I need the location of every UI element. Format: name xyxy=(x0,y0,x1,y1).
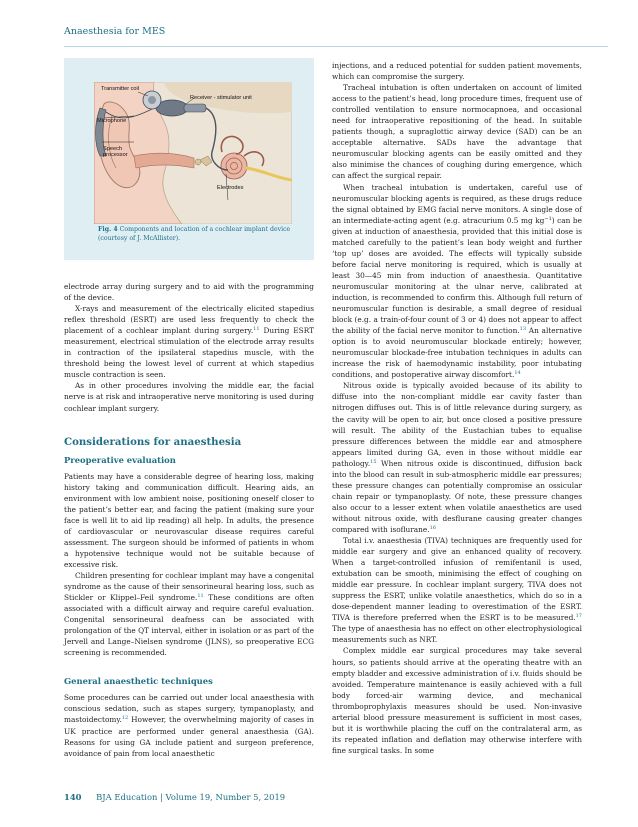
reference-link[interactable]: 15 xyxy=(370,458,377,465)
text-run: ) can be given at induction of anaesthesia, provided that this initial dose is matched carefully to the patient’s lean body weight and further ‘top up’ doses are avoided. The effects will typically subside before facial nerve monitoring is required, which is usually at least 30—45 min from induction of anaesthesia. Quantitative neuromuscular monitoring at the ulnar nerve, calibrated at induction, is recommended to confirm this. Although full return of neuromuscular function is desirable, a small degree of residual block (e.g. a train-of-four count of 3 or 4) does not appear to affect the ability of the facial nerve monitor to function. xyxy=(332,215,582,336)
paragraph: injections, and a reduced potential for sudden patient movements, which can compromise the surgery. xyxy=(332,61,582,82)
label-speech-processor-line1: Speech xyxy=(103,146,122,152)
paragraph: electrode array during surgery and to aid with the programming of the device. xyxy=(64,282,314,303)
subsection-heading: General anaesthetic techniques xyxy=(64,676,213,687)
paragraph: As in other procedures involving the middle ear, the facial nerve is at risk and intraoperative nerve monitoring is used during cochlear implant surgery. xyxy=(64,381,314,413)
unit-superscript: −1 xyxy=(544,215,552,222)
text-run: Total i.v. anaesthesia (TIVA) techniques are frequently used for middle ear surgery and give an enhanced quality of recovery. When a target-controlled infusion of remifentanil is used, extubation can be smooth, minimising the effect of coughing on middle ear pressure. In cochlear implant surgery, TIVA does not suppress the ESRT, unlike volatile anaesthetics, which do so in a dose-dependent manner leading to overestimation of the ESRT. TIVA is therefore preferred when the ESRT is to be measured. xyxy=(332,536,582,623)
text-run: These conditions are often associated with a difficult airway and require careful evaluation. Congenital sensorineural deafness can be associated with prolongation of the QT interval, either in isolation or as part of the Jervell and Lange–Nielsen syndrome (JLNS), so preoperative ECG screening is recommended. xyxy=(64,593,314,658)
label-speech-processor xyxy=(103,146,128,159)
reference-link[interactable]: 16 xyxy=(429,524,436,531)
label-transmitter-coil: Transmitter coil xyxy=(101,86,140,92)
paragraph: Complex middle ear surgical procedures may take several hours, so patients should arrive at the operating theatre with an empty bladder and excessive administration of i.v. fluids should be avoided. Temperature maintenance is easily achieved with a full body forced-air warming device, and mechanical thromboprophylaxis measures should be used. Non-invasive arterial blood pressure measurement is sufficient in most cases, but it is worthwhile placing the cuff on the contralateral arm, as its repeated inflation and deflation may otherwise interfere with fine surgical tasks. In some xyxy=(332,646,582,755)
text-run: Some procedures can be carried out under local anaesthesia with conscious sedation, such as stapes surgery, tympanoplasty, and mastoidectomy. xyxy=(64,693,314,725)
text-run: An alternative option is to avoid neuromuscular blockade entirely; however, neuromuscular blockade-free intubation techniques in adults can increase the risk of haemodynamic instability, poor intubating conditions, and postoperative airway discomfort. xyxy=(332,326,582,380)
paragraph xyxy=(64,692,314,758)
figure-caption xyxy=(98,226,304,244)
page-number: 140 xyxy=(64,792,82,802)
reference-link[interactable]: 14 xyxy=(514,370,521,377)
text-run: However, the overwhelming majority of cases in UK practice are performed under general anaesthesia (GA). Reasons for using GA include patient and surgeon preference, avoidance of pain from local anaesthetic xyxy=(64,715,314,758)
subsection-heading: Preoperative evaluation xyxy=(64,454,176,465)
paragraph xyxy=(64,303,314,380)
label-speech-processor-line2: processor xyxy=(103,152,128,159)
section-heading: Considerations for anaesthesia xyxy=(64,435,242,448)
paragraph: Tracheal intubation is often undertaken on account of limited access to the patient’s head, long procedure times, frequent use of controlled ventilation to ensure normocapnoea, and occasional need for intraoperative repositioning of the head. In suitable patients though, a supraglottic airway device (SAD) can be an acceptable alternative. SADs have the advantage that neuromuscular blocking agents can be easily omitted and they also minimise the chances of coughing during emergence, which can affect the surgical repair. xyxy=(332,83,582,181)
reference-link[interactable]: 11 xyxy=(253,326,260,333)
reference-link[interactable]: 13 xyxy=(519,326,527,333)
left-column xyxy=(64,281,314,759)
reference-link[interactable]: 17 xyxy=(575,613,582,620)
reference-link[interactable]: 12 xyxy=(121,715,129,722)
paragraph xyxy=(332,380,582,535)
label-microphone: Microphone xyxy=(97,118,127,124)
paragraph xyxy=(64,570,314,658)
text-run: Nitrous oxide is typically avoided because of its ability to diffuse into the non-compliant middle ear cavity faster than nitrogen diffuses out. This is of little relevance during surgery, as the cavity will be open to air, but once closed a positive pressure will result. The ability of the Eustachian tubes to equalise pressure differences between the middle ear and atmosphere appears limited during GA, even in those without middle ear pathology. xyxy=(332,381,582,468)
right-column xyxy=(332,60,582,756)
header-divider xyxy=(64,46,608,47)
label-receiver-stimulator: Receiver - stimulator unit xyxy=(190,95,252,101)
text-run: Children presenting for cochlear implant may have a congenital syndrome as the cause of their sensorineural hearing loss, such as Stickler or Klippel–Feil syndrome. xyxy=(64,570,314,603)
figure-caption-label: Fig. 4 xyxy=(98,226,118,233)
page-footer xyxy=(64,792,285,802)
paragraph: Patients may have a considerable degree of hearing loss, making history taking and communication difficult. Hearing aids, an environment with low ambient noise, positioning oneself closer to the patient’s better ear, and facing the patient (making sure your face is well lit to aid lip reading) all help. In adults, the presence of cardiovascular or neurovascular disease requires careful assessment. The surgeon should be informed of patients in whom a hypotensive technique would not be suitable because of excessive risk. xyxy=(64,471,314,569)
label-electrodes: Electrodes xyxy=(217,185,244,191)
journal-citation: BJA Education | Volume 19, Number 5, 2019 xyxy=(96,792,286,802)
figure-4 xyxy=(64,58,314,260)
text-run: When nitrous oxide is discontinued, diffusion back into the blood can result in sub-atmospheric middle ear pressures; these pressure changes can potentially compromise an ossicular chain repair or tympanoplasty. Of note, these pressure changes also occur to a lesser extent when volatile anaesthetics are used without nitrous oxide, with desflurane causing greater changes compared with isoflurane. xyxy=(332,458,582,534)
text-run: X-rays and measurement of the electrically elicited stapedius reflex threshold (ESRT) are used less frequently to check the placement of a cochlear implant during surgery. xyxy=(64,304,314,336)
figure-caption-text: Components and location of a cochlear implant device (courtesy of J. McAllister). xyxy=(98,226,291,242)
text-run: When tracheal intubation is undertaken, careful use of neuromuscular blocking agents is required, as these drugs reduce the signal obtained by EMG facial nerve monitors. A single dose of an intermediate-acting agent (e.g. atracurium 0.5 mg kg xyxy=(332,182,582,225)
running-head: Anaesthesia for MES xyxy=(64,26,166,37)
paragraph xyxy=(332,182,582,381)
text-run: During ESRT measurement, electrical stimulation of the electrode array results in contraction of the ipsilateral stapedius muscle, with the threshold being the lowest level of current at which stapedius muscle contraction is seen. xyxy=(64,326,314,380)
paragraph xyxy=(332,535,582,645)
reference-link[interactable]: 11 xyxy=(197,593,204,600)
text-run: The type of anaesthesia has no effect on other electrophysiological measurements such as NRT. xyxy=(332,624,582,645)
